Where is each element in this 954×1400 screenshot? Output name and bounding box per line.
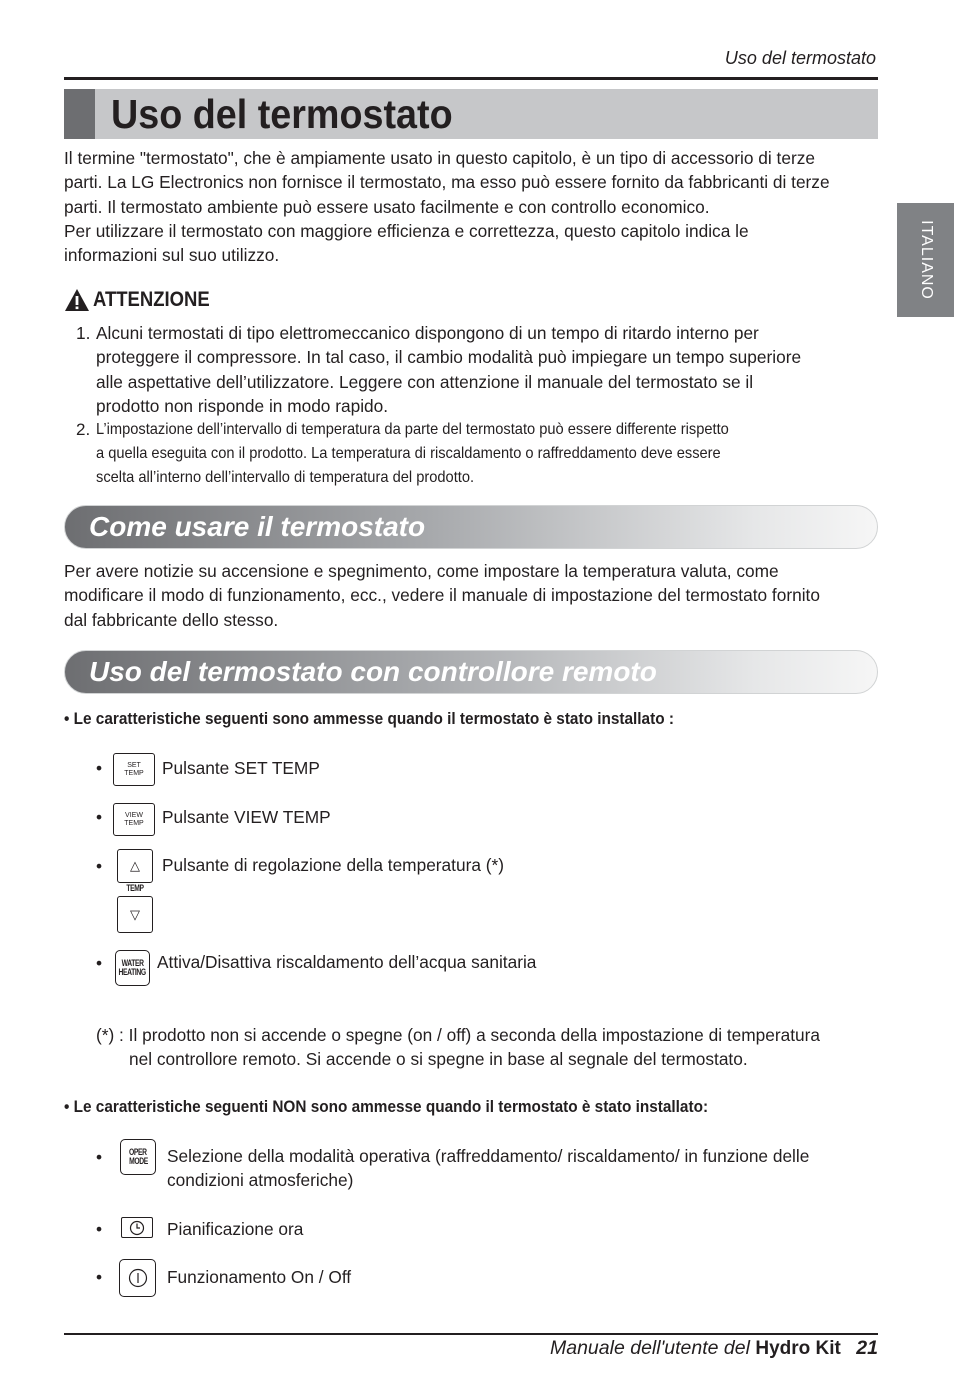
power-icon: [127, 1267, 149, 1289]
caution-item-line: proteggere il compressore. In tal caso, il cambio modalità può impiegare un tempo superiore: [96, 347, 802, 368]
caution-item-line: a quella eseguita con il prodotto. La temperatura di riscaldamento o raffreddamento deve essere: [96, 445, 721, 463]
caution-item-line: L’impostazione dell’intervallo di temperatura da parte del termostato può essere differente rispetto: [96, 421, 729, 439]
bullet: •: [96, 1147, 103, 1167]
footer: [550, 1337, 878, 1360]
intro-line: parti. Il termostato ambiente può essere usato facilmente e con controllo economico.: [64, 196, 710, 217]
caution-item: [64, 321, 854, 418]
section-heading: Uso del termostato con controllore remoto: [89, 656, 657, 687]
title-bar: [64, 89, 878, 139]
footnote-line: nel controllore remoto. Si accende o si spegne in base al segnale del termostato.: [129, 1049, 748, 1069]
feature-label: Pianificazione ora: [167, 1219, 304, 1239]
title-marker: [64, 89, 95, 139]
bullet: •: [96, 1219, 103, 1239]
allowed-intro: [64, 710, 720, 729]
caution-item-number: 2.: [76, 420, 91, 440]
caution-item-line: scelta all’interno dell’intervallo di temperatura del prodotto.: [96, 469, 475, 487]
caution-item-line: prodotto non risponde in modo rapido.: [96, 395, 389, 416]
intro-line: Per utilizzare il termostato con maggiore efficienza e correttezza, questo capitolo indica le: [64, 220, 749, 241]
bullet: •: [96, 758, 103, 778]
intro-line: parti. La LG Electronics non fornisce il termostato, ma esso può essere fornito da fabbricanti di terze: [64, 172, 830, 193]
caution-list: [64, 321, 854, 490]
section1-line: dal fabbricante dello stesso.: [64, 609, 279, 630]
running-header: Uso del termostato: [724, 48, 876, 68]
section-heading: Come usare il termostato: [89, 511, 426, 542]
bullet: •: [96, 856, 103, 876]
view-temp-button-icon: [113, 803, 155, 836]
feature-label: Pulsante SET TEMP: [162, 758, 320, 778]
footer-brand: Hydro Kit: [755, 1338, 841, 1359]
intro-paragraph: [64, 146, 879, 267]
section1-line: Per avere notizie su accensione e spegnimento, come impostare la temperatura valuta, come: [64, 561, 779, 581]
icon-label: VIEW: [125, 811, 143, 819]
allowed-intro-text: • Le caratteristiche seguenti sono ammesse quando il termostato è stato installato :: [64, 710, 674, 728]
oper-mode-button-icon: [120, 1139, 156, 1175]
caution-label: ATTENZIONE: [93, 288, 210, 311]
icon-label: TEMP: [124, 769, 144, 777]
warning-icon: [64, 288, 90, 312]
not-allowed-intro: [64, 1098, 757, 1117]
intro-line: informazioni sul suo utilizzo.: [64, 245, 280, 266]
section-heading-bar: [64, 650, 878, 694]
icon-label: MODE: [128, 1156, 148, 1166]
feature-label: Pulsante di regolazione della temperatura (*): [162, 855, 504, 875]
temp-adjust-button-icon: [117, 849, 153, 933]
caution-item: [64, 418, 854, 490]
feature-label: Pulsante VIEW TEMP: [162, 807, 331, 827]
not-allowed-intro-text: • Le caratteristiche seguenti NON sono ammesse quando il termostato è stato installato:: [64, 1098, 709, 1116]
up-arrow-icon: △: [130, 858, 140, 873]
footer-rule: [64, 1333, 878, 1335]
icon-label: SET: [127, 761, 141, 769]
bullet: •: [96, 1267, 103, 1287]
feature-label: condizioni atmosferiche): [167, 1170, 354, 1190]
icon-label: HEATING: [118, 967, 147, 977]
feature-label: Funzionamento On / Off: [167, 1267, 352, 1287]
footer-text: Manuale dell'utente del: [550, 1337, 750, 1359]
feature-label: Attiva/Disattiva riscaldamento dell’acqua sanitaria: [157, 952, 537, 972]
set-temp-button-icon: [113, 753, 155, 786]
section1-line: modificare il modo di funzionamento, ecc., vedere il manuale di impostazione del termostato fornito: [64, 585, 820, 606]
temp-up-icon: [117, 849, 153, 883]
clock-icon: [121, 1217, 153, 1238]
temp-down-icon: [117, 896, 153, 933]
footnote-line: (*) : Il prodotto non si accende o spegne (on / off) a seconda della impostazione di temperatura: [96, 1025, 821, 1045]
section1-paragraph: [64, 559, 879, 632]
caution-item-line: Alcuni termostati di tipo elettromeccanico dispongono di un tempo di ritardo interno per: [96, 323, 759, 343]
clock-glyph-icon: [129, 1220, 145, 1236]
bullet: •: [96, 953, 103, 973]
down-arrow-icon: ▽: [130, 906, 140, 922]
feature-label: Selezione della modalità operativa (raffreddamento/ riscaldamento/ in funzione delle: [167, 1146, 810, 1166]
language-tab-label: ITALIANO: [917, 220, 935, 300]
water-heating-button-icon: [115, 950, 150, 986]
power-button-icon: [119, 1259, 156, 1297]
caution-item-line: alle aspettative dell’utilizzatore. Leggere con attenzione il manuale del termostato se il: [96, 371, 754, 392]
page-title: Uso del termostato: [111, 91, 453, 137]
icon-label: TEMP: [124, 819, 144, 827]
intro-line: Il termine "termostato", che è ampiamente usato in questo capitolo, è un tipo di accessorio di terze: [64, 148, 815, 168]
section-heading-bar: [64, 505, 878, 549]
page-number: 21: [856, 1337, 878, 1359]
header-rule: [64, 77, 878, 80]
icon-label: OPER: [129, 1147, 147, 1157]
language-tab: [897, 203, 954, 317]
icon-label: WATER: [121, 958, 144, 968]
bullet: •: [96, 807, 103, 827]
icon-label: TEMP: [126, 883, 144, 893]
caution-heading: [64, 288, 226, 312]
caution-item-number: 1.: [76, 323, 91, 343]
